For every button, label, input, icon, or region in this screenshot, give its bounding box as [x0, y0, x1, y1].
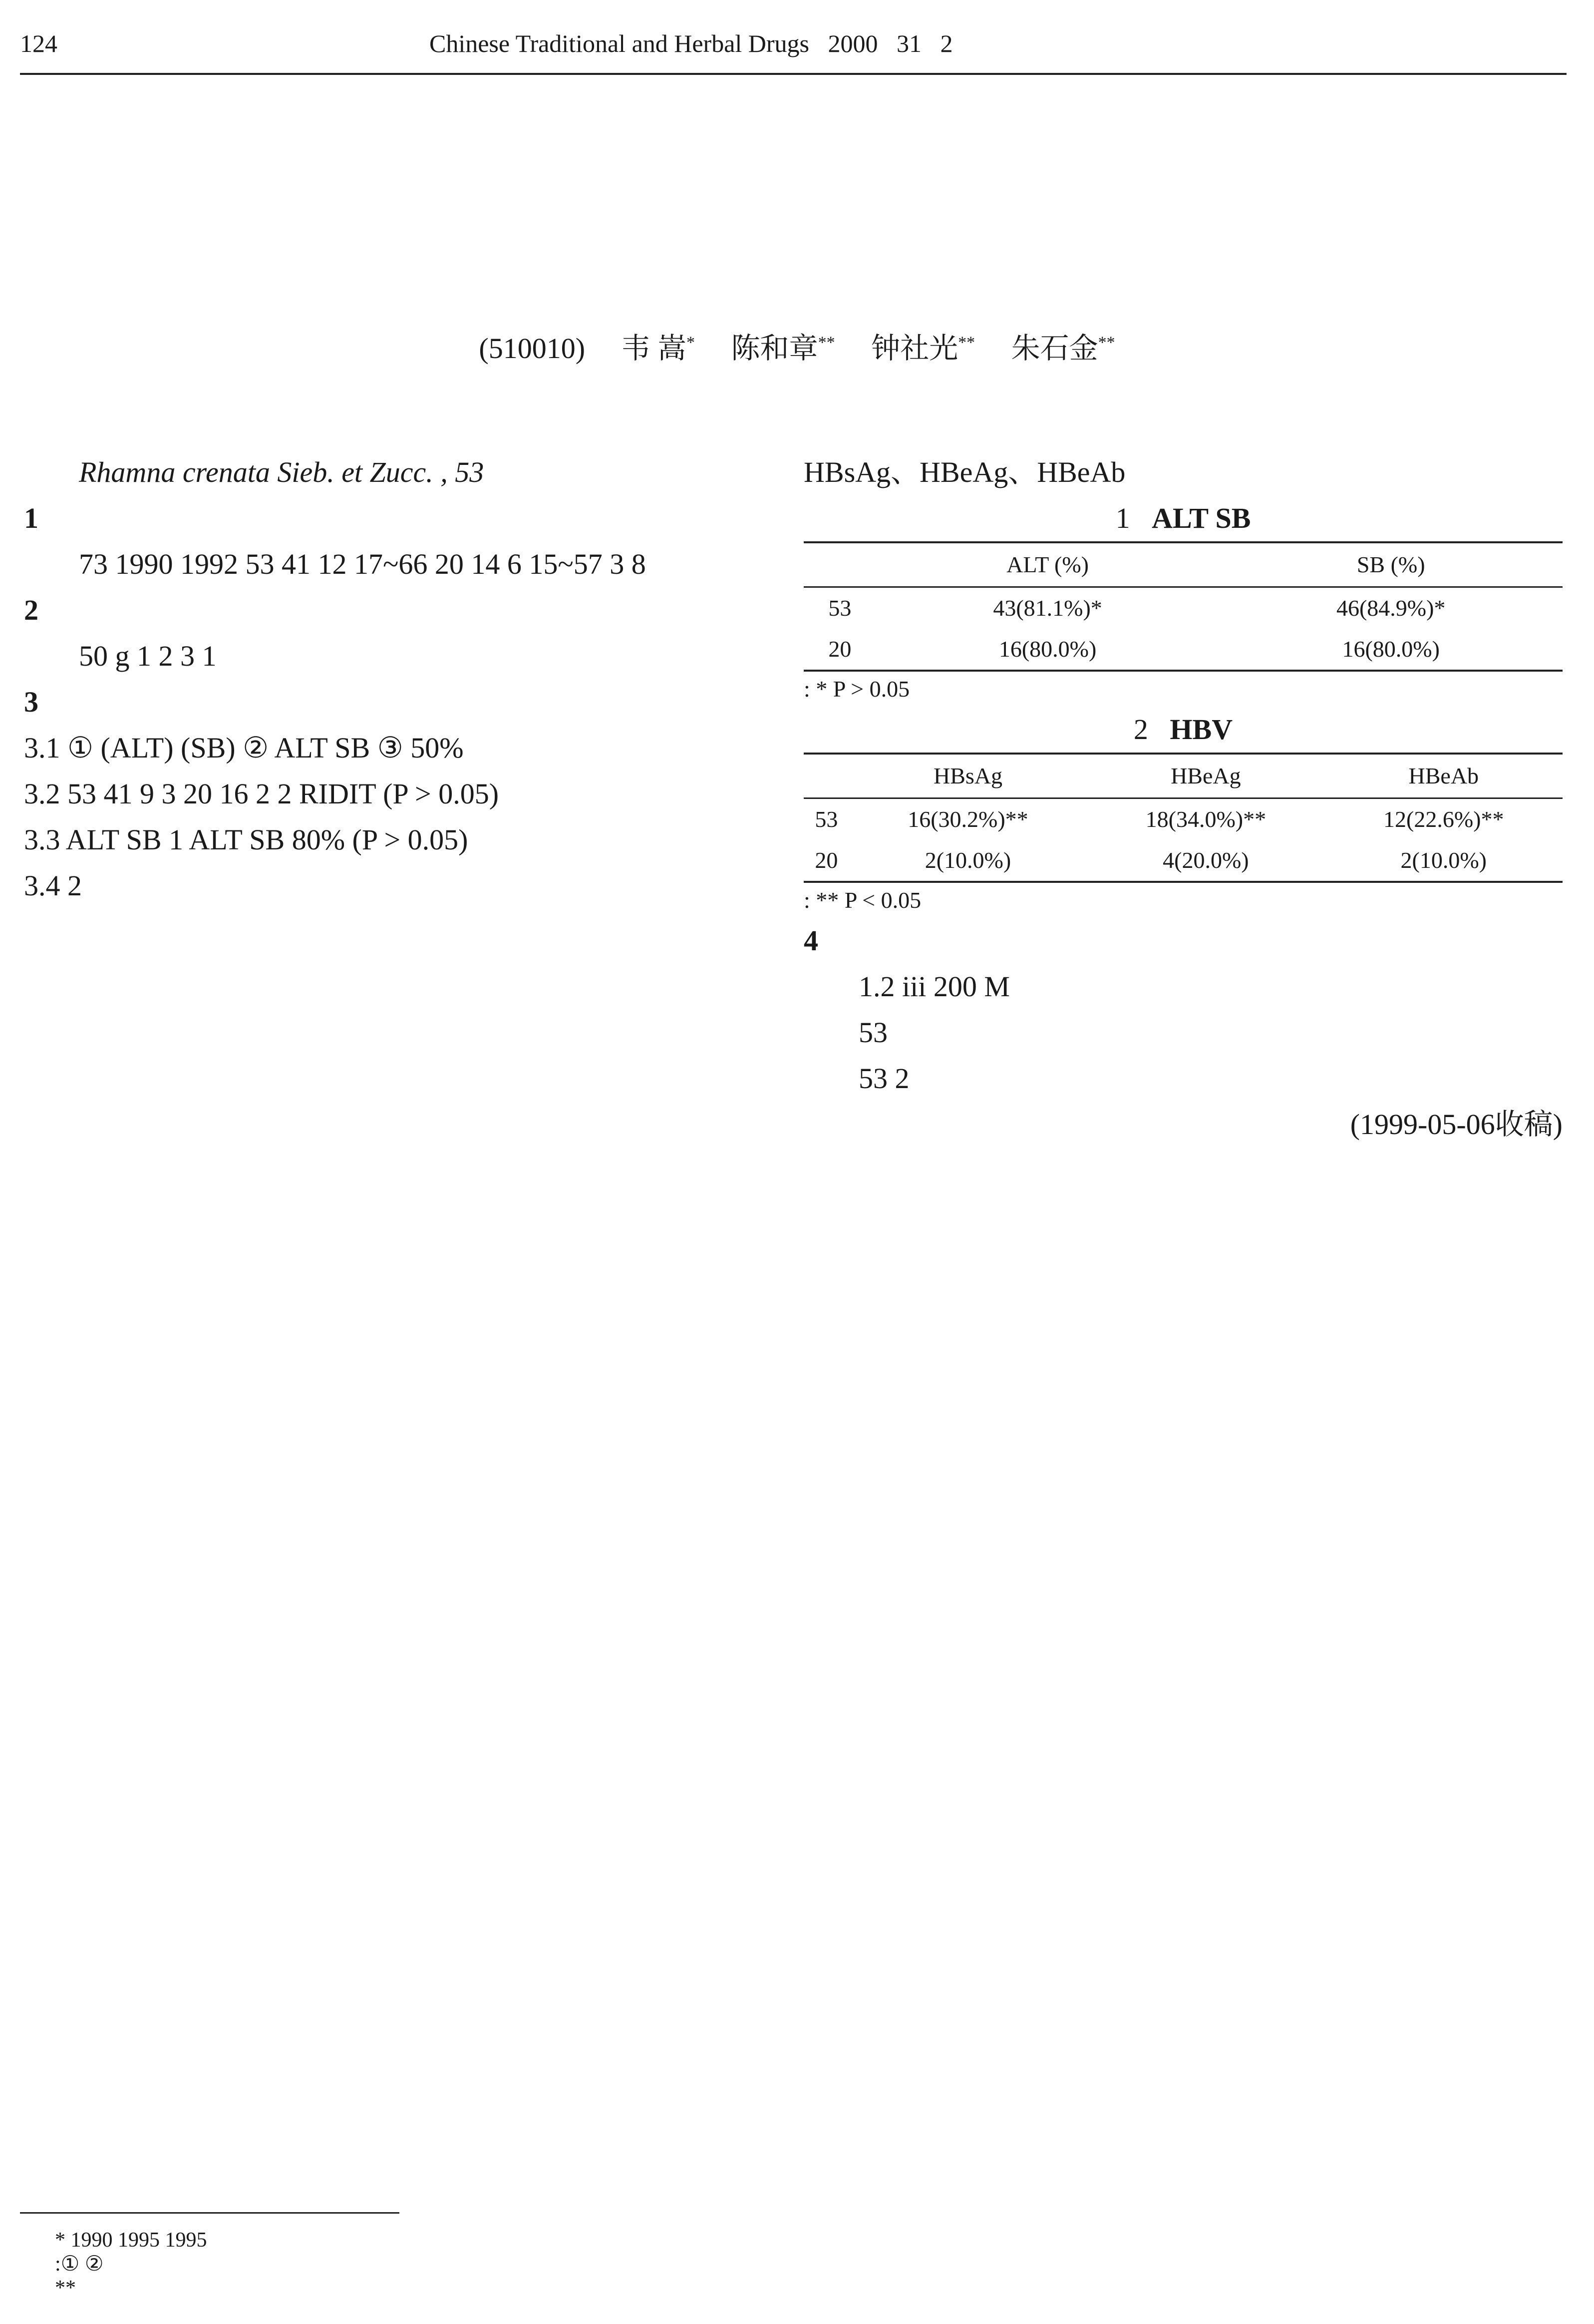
section-2-text: 50 g 1 2 3 1: [79, 640, 217, 672]
table-1-caption: 1 ALT SB: [1115, 502, 1251, 534]
table-row: 20 2(10.0%) 4(20.0%) 2(10.0%): [804, 840, 1563, 882]
table-1: [804, 541, 1563, 672]
section-4-paragraph-1: 1.2 iii 200 M: [859, 970, 1010, 1003]
section-2-heading: 2: [24, 594, 38, 626]
journal-issue: 2: [940, 29, 953, 57]
journal-year: 2000: [828, 29, 878, 57]
table-2-note: : ** P < 0.05: [804, 887, 922, 913]
author-3: 钟社光: [871, 332, 958, 365]
author-1: 韦 嵩: [621, 332, 687, 365]
subsection-3-4: 3.4 2: [24, 869, 82, 902]
lead-text: HBsAg、HBeAg、HBeAb: [804, 456, 1126, 488]
author-2: 陈和章: [731, 332, 818, 365]
journal-name: Chinese Traditional and Herbal Drugs: [429, 29, 810, 57]
footnote-2: :① ②: [55, 2253, 104, 2276]
subsection-3-2: 3.2 53 41 9 3 20 16 2 2 RIDIT (P > 0.05): [24, 777, 499, 810]
table-row: 20 16(80.0%) 16(80.0%): [804, 629, 1563, 671]
left-column: [24, 449, 753, 909]
footnotes: [55, 2228, 1503, 2300]
subsection-3-1: 3.1 ① (ALT) (SB) ② ALT SB ③ 50%: [24, 732, 464, 764]
section-1-heading: 1: [24, 502, 38, 534]
running-header: [429, 29, 953, 59]
table-2-header: [804, 754, 849, 798]
intro-paragraph: Rhamna crenata Sieb. et Zucc. , 53: [79, 456, 484, 488]
table-1-note: : * P > 0.05: [804, 676, 910, 702]
page-number: 124: [20, 29, 57, 57]
received-date: (1999-05-06收稿): [1350, 1108, 1563, 1141]
section-4-heading: 4: [804, 924, 818, 957]
subsection-3-3: 3.3 ALT SB 1 ALT SB 80% (P > 0.05): [24, 823, 468, 856]
author-line: (510010) 韦 嵩* 陈和章** 钟社光** 朱石金**: [479, 332, 1115, 365]
footnote-1: * 1990 1995 1995: [55, 2229, 207, 2252]
table-row: 53 16(30.2%)** 18(34.0%)** 12(22.6%)**: [815, 806, 1504, 832]
table-2-header: HBsAg: [849, 754, 1087, 798]
author-4: 朱石金: [1011, 332, 1098, 365]
table-1-header: SB (%): [1219, 542, 1563, 587]
table-1-header: ALT (%): [876, 542, 1220, 587]
table-2-caption: 2 HBV: [1133, 713, 1233, 746]
table-2: [804, 753, 1563, 883]
table-2-header: HBeAb: [1325, 754, 1563, 798]
section-1-text: 73 1990 1992 53 41 12 17~66 20 14 6 15~57 3 8: [79, 548, 646, 580]
section-3-heading: 3: [24, 686, 38, 718]
table-1-header: [804, 542, 876, 587]
journal-volume: 31: [897, 29, 922, 57]
footnote-3: **: [55, 2277, 76, 2300]
author-postcode: (510010): [479, 332, 586, 365]
header-rule: [20, 73, 1567, 75]
table-2-header: HBeAg: [1087, 754, 1324, 798]
footnote-rule: [20, 2212, 399, 2214]
right-column: [804, 449, 1563, 1148]
section-4-paragraph-3: 53 2: [859, 1062, 910, 1095]
section-4-paragraph-2: 53: [859, 1016, 888, 1049]
table-row: 53 43(81.1%)* 46(84.9%)*: [828, 595, 1446, 621]
